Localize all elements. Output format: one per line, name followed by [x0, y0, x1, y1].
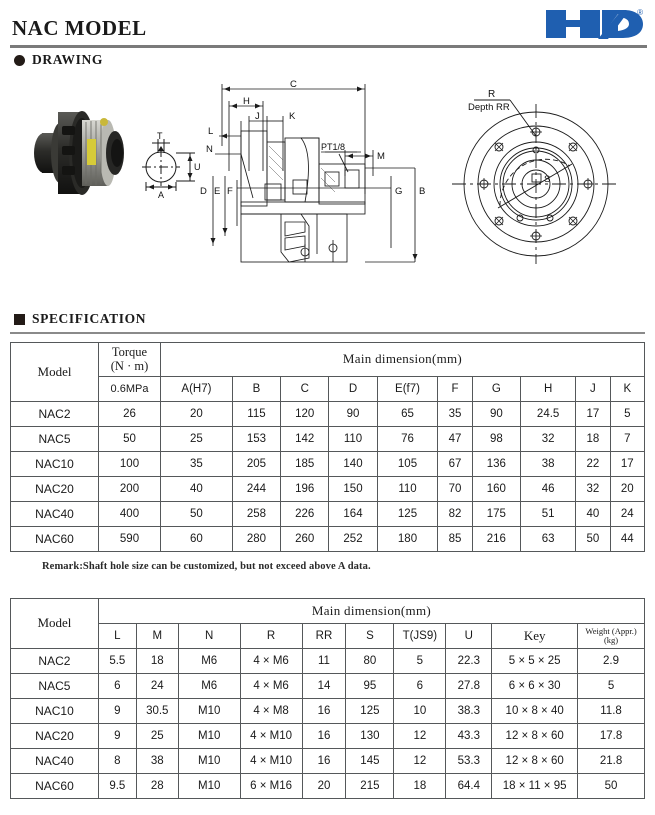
cell-j: 40: [576, 501, 610, 526]
cell-model: NAC2: [11, 648, 99, 673]
table-row: [11, 723, 645, 748]
cell-weight: 17.8: [578, 723, 645, 748]
table1-header-row-1: [11, 343, 645, 377]
cell-e: 65: [377, 401, 438, 426]
end-view-callout-r: R: [488, 89, 496, 100]
cell-torque: 200: [99, 476, 161, 501]
circle-bullet-icon: [14, 55, 25, 66]
cell-d: 150: [329, 476, 377, 501]
cell-key: 5 × 5 × 25: [492, 648, 578, 673]
cell-a: 20: [161, 401, 233, 426]
cell-model: NAC20: [11, 723, 99, 748]
specification-section-label: SPECIFICATION: [32, 311, 147, 326]
cell-r: 4 × M6: [240, 673, 302, 698]
cell-model: NAC10: [11, 698, 99, 723]
th-col-h: H: [521, 376, 576, 401]
end-view-drawing: [440, 78, 655, 273]
cell-j: 50: [576, 526, 610, 551]
table-row: [11, 773, 645, 798]
table-row: [11, 476, 645, 501]
th-col-u: U: [446, 623, 492, 648]
cell-g: 216: [472, 526, 520, 551]
cell-torque: 400: [99, 501, 161, 526]
table-row: [11, 401, 645, 426]
cross-label-b: B: [419, 186, 426, 197]
cell-k: 24: [610, 501, 644, 526]
th-col-f: F: [438, 376, 472, 401]
table-row: [11, 501, 645, 526]
th-col-d: D: [329, 376, 377, 401]
th-col-e: E(f7): [377, 376, 438, 401]
table1-header-row-2: [11, 376, 645, 401]
th-col-j: J: [576, 376, 610, 401]
cell-model: NAC40: [11, 748, 99, 773]
th-col-r: R: [240, 623, 302, 648]
cell-b: 115: [232, 401, 280, 426]
cell-t: 12: [394, 723, 446, 748]
cell-rr: 14: [302, 673, 346, 698]
cell-key: 12 × 8 × 60: [492, 723, 578, 748]
cross-label-c: C: [290, 79, 297, 90]
keyway-label-a: A: [158, 190, 165, 200]
cell-model: NAC2: [11, 401, 99, 426]
cell-l: 9: [98, 723, 136, 748]
cell-weight: 2.9: [578, 648, 645, 673]
cell-n: M10: [178, 698, 240, 723]
cell-g: 90: [472, 401, 520, 426]
cell-f: 82: [438, 501, 472, 526]
specification-divider: [10, 332, 645, 334]
cell-s: 145: [346, 748, 394, 773]
header-divider: [10, 45, 647, 48]
cell-torque: 50: [99, 426, 161, 451]
th-col-g: G: [472, 376, 520, 401]
cell-e: 125: [377, 501, 438, 526]
cell-t: 6: [394, 673, 446, 698]
cell-e: 110: [377, 476, 438, 501]
cross-label-f: F: [227, 186, 233, 197]
cell-s: 215: [346, 773, 394, 798]
cell-c: 185: [281, 451, 329, 476]
th-main-dimension: Main dimension(mm): [98, 598, 644, 623]
cell-a: 35: [161, 451, 233, 476]
table1-body: [11, 401, 645, 551]
cell-model: NAC10: [11, 451, 99, 476]
cell-l: 9.5: [98, 773, 136, 798]
end-view-label-s: S: [544, 174, 551, 185]
cell-weight: 11.8: [578, 698, 645, 723]
end-view-callout-depth-rr: Depth RR: [468, 102, 510, 113]
cell-j: 17: [576, 401, 610, 426]
table-row: [11, 673, 645, 698]
cell-a: 50: [161, 501, 233, 526]
hd-logo: [540, 6, 645, 42]
cell-m: 38: [136, 748, 178, 773]
specification-table-2: [10, 598, 645, 799]
cell-r: 6 × M16: [240, 773, 302, 798]
th-col-weight: Weight (Appr.) (kg): [578, 623, 645, 648]
cell-h: 38: [521, 451, 576, 476]
cell-weight: 50: [578, 773, 645, 798]
cell-m: 28: [136, 773, 178, 798]
cell-m: 24: [136, 673, 178, 698]
cell-g: 98: [472, 426, 520, 451]
th-col-key: Key: [492, 623, 578, 648]
th-col-n: N: [178, 623, 240, 648]
cross-label-m: M: [377, 151, 385, 162]
cross-label-l: L: [208, 126, 214, 137]
cell-j: 32: [576, 476, 610, 501]
cell-rr: 11: [302, 648, 346, 673]
table2-header-row-2: [11, 623, 645, 648]
th-col-b: B: [232, 376, 280, 401]
cell-r: 4 × M10: [240, 748, 302, 773]
cell-r: 4 × M8: [240, 698, 302, 723]
th-col-t: T(JS9): [394, 623, 446, 648]
cell-h: 63: [521, 526, 576, 551]
cell-r: 4 × M6: [240, 648, 302, 673]
cell-n: M6: [178, 648, 240, 673]
cell-k: 7: [610, 426, 644, 451]
cell-c: 196: [281, 476, 329, 501]
cell-h: 46: [521, 476, 576, 501]
cell-h: 24.5: [521, 401, 576, 426]
cell-weight: 21.8: [578, 748, 645, 773]
cell-l: 5.5: [98, 648, 136, 673]
table-row: [11, 526, 645, 551]
cell-a: 60: [161, 526, 233, 551]
cell-n: M10: [178, 773, 240, 798]
cell-k: 5: [610, 401, 644, 426]
cell-e: 76: [377, 426, 438, 451]
table-row: [11, 648, 645, 673]
cell-rr: 16: [302, 698, 346, 723]
cell-b: 280: [232, 526, 280, 551]
square-bullet-icon: [14, 314, 25, 325]
cell-h: 32: [521, 426, 576, 451]
cross-label-d: D: [200, 186, 207, 197]
cell-model: NAC5: [11, 673, 99, 698]
page-title: NAC MODEL: [12, 16, 147, 40]
cell-torque: 590: [99, 526, 161, 551]
cross-section-drawing: [200, 76, 435, 276]
cell-model: NAC5: [11, 426, 99, 451]
cell-g: 160: [472, 476, 520, 501]
cell-f: 47: [438, 426, 472, 451]
th-col-c: C: [281, 376, 329, 401]
cell-n: M10: [178, 723, 240, 748]
cell-j: 22: [576, 451, 610, 476]
cell-d: 140: [329, 451, 377, 476]
cell-s: 130: [346, 723, 394, 748]
th-col-m: M: [136, 623, 178, 648]
drawing-area: [0, 76, 655, 311]
cell-m: 30.5: [136, 698, 178, 723]
table2-header-row-1: [11, 598, 645, 623]
cross-label-e: E: [214, 186, 221, 197]
cell-c: 226: [281, 501, 329, 526]
cell-l: 6: [98, 673, 136, 698]
th-torque-sub: 0.6MPa: [99, 376, 161, 401]
cell-b: 205: [232, 451, 280, 476]
cell-b: 153: [232, 426, 280, 451]
cell-h: 51: [521, 501, 576, 526]
specification-section-heading: [14, 311, 655, 327]
th-col-l: L: [98, 623, 136, 648]
cell-a: 25: [161, 426, 233, 451]
cell-e: 180: [377, 526, 438, 551]
cell-rr: 16: [302, 748, 346, 773]
cell-b: 244: [232, 476, 280, 501]
cell-c: 260: [281, 526, 329, 551]
cell-torque: 26: [99, 401, 161, 426]
table2-body: [11, 648, 645, 798]
th-col-a: A(H7): [161, 376, 233, 401]
cell-g: 136: [472, 451, 520, 476]
cell-rr: 20: [302, 773, 346, 798]
cell-t: 5: [394, 648, 446, 673]
cell-k: 17: [610, 451, 644, 476]
drawing-section-label: DRAWING: [32, 52, 103, 67]
cell-u: 64.4: [446, 773, 492, 798]
cell-weight: 5: [578, 673, 645, 698]
specification-table-1: [10, 342, 645, 552]
cell-a: 40: [161, 476, 233, 501]
th-model: Model: [11, 343, 99, 402]
cell-u: 27.8: [446, 673, 492, 698]
keyway-label-u: U: [194, 162, 201, 172]
cell-torque: 100: [99, 451, 161, 476]
table-row: [11, 451, 645, 476]
page-header: [0, 0, 655, 52]
cell-l: 9: [98, 698, 136, 723]
cell-d: 164: [329, 501, 377, 526]
cross-label-k: K: [289, 111, 296, 122]
cell-t: 10: [394, 698, 446, 723]
cell-d: 90: [329, 401, 377, 426]
cell-s: 80: [346, 648, 394, 673]
cell-g: 175: [472, 501, 520, 526]
cell-f: 67: [438, 451, 472, 476]
table-row: [11, 426, 645, 451]
table1-remark: Remark:Shaft hole size can be customized, but not exceed above A data.: [42, 560, 371, 572]
cell-model: NAC60: [11, 526, 99, 551]
cell-u: 22.3: [446, 648, 492, 673]
cell-model: NAC20: [11, 476, 99, 501]
keyway-detail-diagram: [128, 131, 208, 201]
cell-f: 85: [438, 526, 472, 551]
th-col-rr: RR: [302, 623, 346, 648]
cell-m: 25: [136, 723, 178, 748]
th-col-k: K: [610, 376, 644, 401]
cell-s: 125: [346, 698, 394, 723]
cell-rr: 16: [302, 723, 346, 748]
cell-d: 110: [329, 426, 377, 451]
cell-u: 53.3: [446, 748, 492, 773]
cell-key: 6 × 6 × 30: [492, 673, 578, 698]
cell-d: 252: [329, 526, 377, 551]
cell-c: 142: [281, 426, 329, 451]
cell-t: 12: [394, 748, 446, 773]
cell-n: M10: [178, 748, 240, 773]
cell-c: 120: [281, 401, 329, 426]
cell-j: 18: [576, 426, 610, 451]
th-model: Model: [11, 598, 99, 648]
cell-l: 8: [98, 748, 136, 773]
cross-label-j: J: [255, 111, 260, 122]
cell-k: 20: [610, 476, 644, 501]
thread-callout: PT1/8: [321, 142, 346, 152]
product-photo: [18, 96, 128, 211]
drawing-section-heading: [14, 52, 655, 68]
cross-label-n: N: [206, 144, 213, 155]
cell-key: 10 × 8 × 40: [492, 698, 578, 723]
cell-t: 18: [394, 773, 446, 798]
th-col-s: S: [346, 623, 394, 648]
th-main-dimension: Main dimension(mm): [161, 343, 645, 377]
cell-f: 35: [438, 401, 472, 426]
cell-u: 43.3: [446, 723, 492, 748]
cell-u: 38.3: [446, 698, 492, 723]
cell-key: 18 × 11 × 95: [492, 773, 578, 798]
cross-label-g: G: [395, 186, 403, 197]
cross-label-h: H: [243, 96, 250, 107]
cell-m: 18: [136, 648, 178, 673]
keyway-label-t: T: [157, 131, 163, 141]
th-torque: Torque (N · m): [99, 343, 161, 377]
cell-r: 4 × M10: [240, 723, 302, 748]
cell-key: 12 × 8 × 60: [492, 748, 578, 773]
cell-k: 44: [610, 526, 644, 551]
registered-trademark-icon: ®: [637, 8, 643, 17]
table-row: [11, 748, 645, 773]
cell-s: 95: [346, 673, 394, 698]
cell-b: 258: [232, 501, 280, 526]
cell-model: NAC60: [11, 773, 99, 798]
cell-n: M6: [178, 673, 240, 698]
cell-f: 70: [438, 476, 472, 501]
cell-model: NAC40: [11, 501, 99, 526]
cell-e: 105: [377, 451, 438, 476]
table-row: [11, 698, 645, 723]
